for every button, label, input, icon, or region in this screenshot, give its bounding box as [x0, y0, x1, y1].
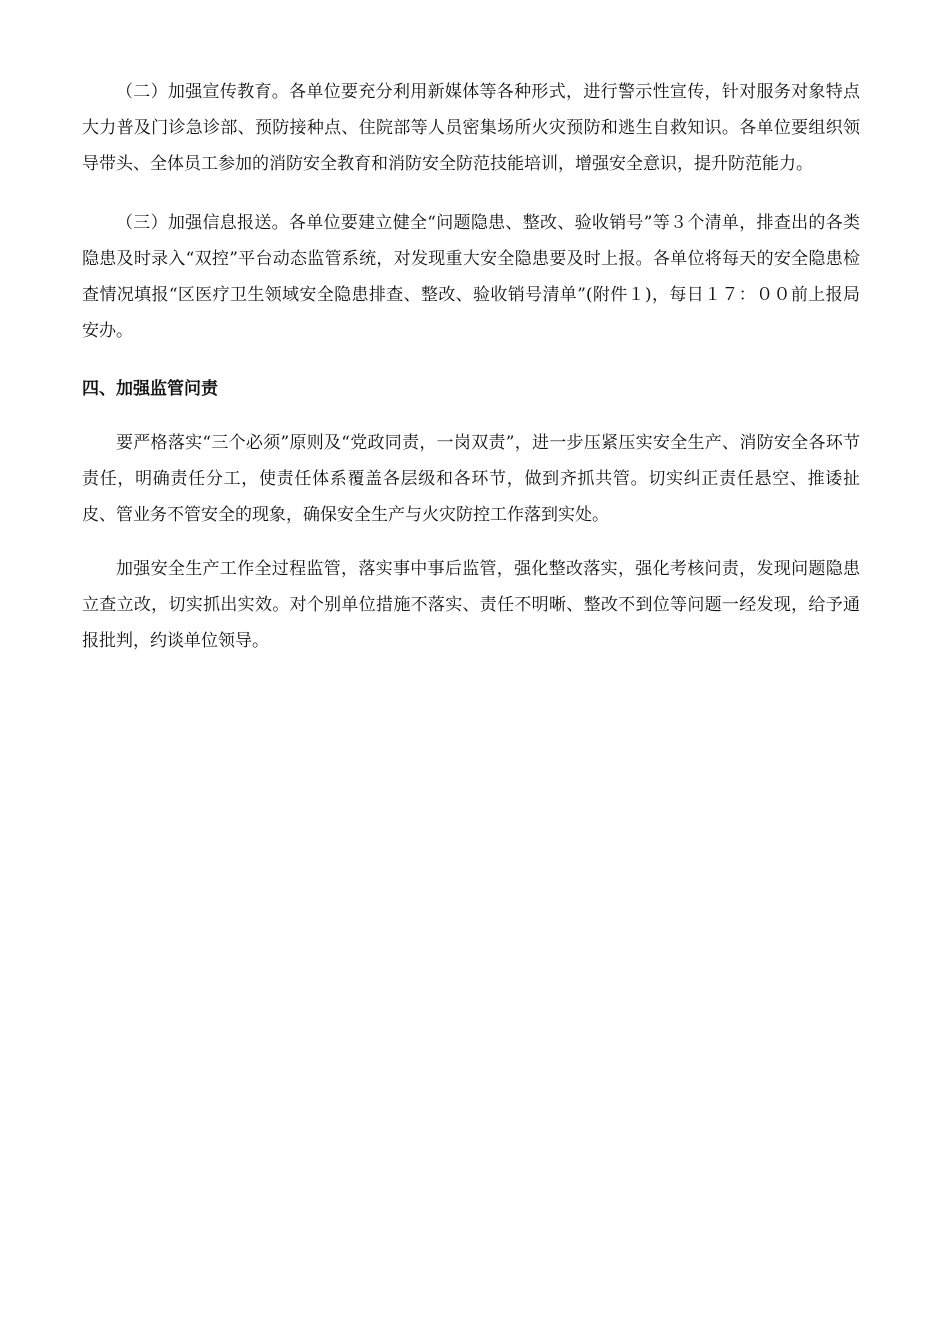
paragraph-publicity-education: （二）加强宣传教育。各单位要充分利用新媒体等各种形式，进行警示性宣传，针对服务对象特点大力普及门诊急诊部、预防接种点、住院部等人员密集场所火灾预防和逃生自救知识。各单位要组织领导带头、全体员工参加的消防安全教育和消防安全防范技能培训，增强安全意识，提升防范能力。 — [82, 82, 860, 174]
paragraph-responsibility: 要严格落实“三个必须”原则及“党政同责，一岗双责”，进一步压紧压实安全生产、消防安全各环节责任，明确责任分工，使责任体系覆盖各层级和各环节，做到齐抓共管。切实纠正责任悬空、推诿扯皮、管业务不管安全的现象，确保安全生产与火灾防控工作落到实处。 — [82, 433, 860, 525]
document-page — [82, 74, 860, 659]
paragraph-information-reporting: （三）加强信息报送。各单位要建立健全“问题隐患、整改、验收销号”等３个清单，排查出的各类隐患及时录入“双控”平台动态监管系统，对发现重大安全隐患要及时上报。各单位将每天的安全隐患检查情况填报“区医疗卫生领域安全隐患排查、整改、验收销号清单”(附件１)，每日１７：００前上报局安办。 — [82, 213, 860, 341]
section-heading-supervision: 四、加强监管问责 — [82, 379, 218, 399]
paragraph-oversight: 加强安全生产工作全过程监管，落实事中事后监管，强化整改落实，强化考核问责，发现问题隐患立查立改，切实抓出实效。对个别单位措施不落实、责任不明晰、整改不到位等问题一经发现，给予通报批判，约谈单位领导。 — [82, 559, 860, 651]
